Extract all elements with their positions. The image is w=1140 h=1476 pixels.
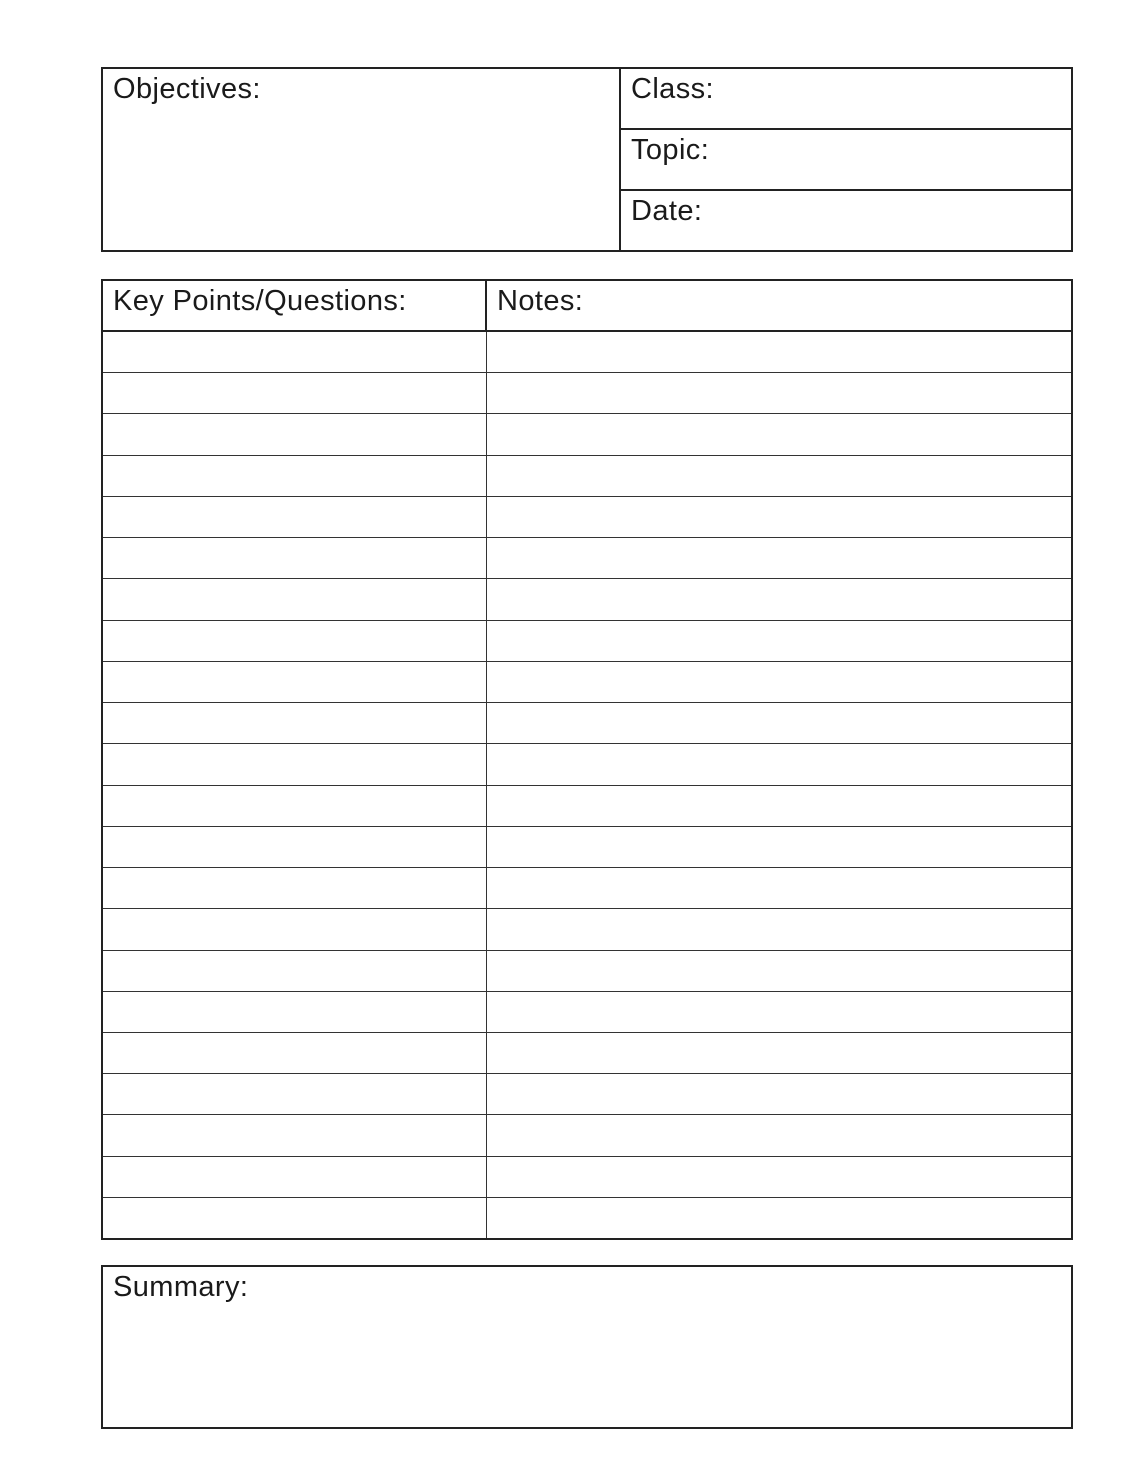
note-cell[interactable] bbox=[487, 1115, 1071, 1155]
note-cell[interactable] bbox=[487, 456, 1071, 496]
summary-field[interactable] bbox=[101, 1265, 1073, 1429]
date-field[interactable] bbox=[621, 189, 1071, 250]
notes-label: Notes: bbox=[497, 285, 584, 317]
class-label: Class: bbox=[631, 73, 714, 105]
key-point-cell[interactable] bbox=[103, 497, 487, 537]
note-cell[interactable] bbox=[487, 909, 1071, 949]
note-cell[interactable] bbox=[487, 992, 1071, 1032]
key-point-cell[interactable] bbox=[103, 538, 487, 578]
summary-label: Summary: bbox=[113, 1271, 249, 1303]
note-cell[interactable] bbox=[487, 827, 1071, 867]
key-point-cell[interactable] bbox=[103, 909, 487, 949]
key-point-cell[interactable] bbox=[103, 1074, 487, 1114]
notes-header bbox=[487, 281, 1071, 330]
cornell-notes-table bbox=[101, 279, 1073, 1240]
table-row bbox=[103, 578, 1071, 619]
note-cell[interactable] bbox=[487, 538, 1071, 578]
key-point-cell[interactable] bbox=[103, 1115, 487, 1155]
note-cell[interactable] bbox=[487, 373, 1071, 413]
key-point-cell[interactable] bbox=[103, 1157, 487, 1197]
note-cell[interactable] bbox=[487, 332, 1071, 372]
key-point-cell[interactable] bbox=[103, 373, 487, 413]
table-row bbox=[103, 1032, 1071, 1073]
class-field[interactable] bbox=[621, 69, 1071, 128]
key-point-cell[interactable] bbox=[103, 414, 487, 454]
header-section bbox=[101, 67, 1073, 252]
note-cell[interactable] bbox=[487, 414, 1071, 454]
table-row bbox=[103, 1156, 1071, 1197]
note-cell[interactable] bbox=[487, 579, 1071, 619]
table-row bbox=[103, 661, 1071, 702]
key-point-cell[interactable] bbox=[103, 662, 487, 702]
objectives-label: Objectives: bbox=[113, 73, 261, 105]
key-point-cell[interactable] bbox=[103, 786, 487, 826]
notes-table-header bbox=[103, 281, 1071, 332]
key-point-cell[interactable] bbox=[103, 992, 487, 1032]
key-point-cell[interactable] bbox=[103, 951, 487, 991]
key-point-cell[interactable] bbox=[103, 1033, 487, 1073]
table-row bbox=[103, 991, 1071, 1032]
date-label: Date: bbox=[631, 195, 703, 227]
note-cell[interactable] bbox=[487, 744, 1071, 784]
notes-rows bbox=[103, 332, 1071, 1238]
note-cell[interactable] bbox=[487, 868, 1071, 908]
table-row bbox=[103, 785, 1071, 826]
key-point-cell[interactable] bbox=[103, 1198, 487, 1238]
key-point-cell[interactable] bbox=[103, 827, 487, 867]
note-cell[interactable] bbox=[487, 621, 1071, 661]
table-row bbox=[103, 332, 1071, 372]
objectives-field[interactable] bbox=[103, 69, 621, 250]
table-row bbox=[103, 372, 1071, 413]
note-cell[interactable] bbox=[487, 703, 1071, 743]
table-row bbox=[103, 1197, 1071, 1238]
table-row bbox=[103, 743, 1071, 784]
note-cell[interactable] bbox=[487, 1198, 1071, 1238]
table-row bbox=[103, 455, 1071, 496]
note-cell[interactable] bbox=[487, 951, 1071, 991]
table-row bbox=[103, 1073, 1071, 1114]
topic-field[interactable] bbox=[621, 128, 1071, 189]
key-point-cell[interactable] bbox=[103, 621, 487, 661]
key-point-cell[interactable] bbox=[103, 703, 487, 743]
table-row bbox=[103, 908, 1071, 949]
table-row bbox=[103, 826, 1071, 867]
note-cell[interactable] bbox=[487, 1074, 1071, 1114]
note-cell[interactable] bbox=[487, 1157, 1071, 1197]
key-point-cell[interactable] bbox=[103, 332, 487, 372]
meta-fields bbox=[621, 69, 1071, 250]
key-point-cell[interactable] bbox=[103, 744, 487, 784]
table-row bbox=[103, 413, 1071, 454]
note-cell[interactable] bbox=[487, 662, 1071, 702]
key-point-cell[interactable] bbox=[103, 456, 487, 496]
table-row bbox=[103, 867, 1071, 908]
topic-label: Topic: bbox=[631, 134, 710, 166]
key-point-cell[interactable] bbox=[103, 579, 487, 619]
note-cell[interactable] bbox=[487, 786, 1071, 826]
note-cell[interactable] bbox=[487, 1033, 1071, 1073]
key-point-cell[interactable] bbox=[103, 868, 487, 908]
table-row bbox=[103, 1114, 1071, 1155]
table-row bbox=[103, 950, 1071, 991]
note-cell[interactable] bbox=[487, 497, 1071, 537]
table-row bbox=[103, 537, 1071, 578]
table-row bbox=[103, 620, 1071, 661]
key-points-header bbox=[103, 281, 487, 330]
table-row bbox=[103, 702, 1071, 743]
table-row bbox=[103, 496, 1071, 537]
key-points-label: Key Points/Questions: bbox=[113, 285, 407, 317]
